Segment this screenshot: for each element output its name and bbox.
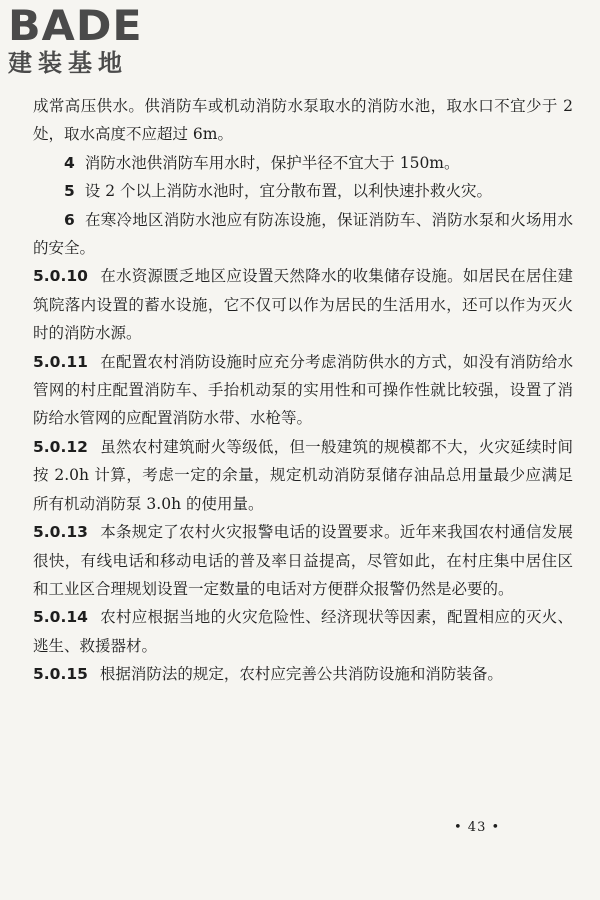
document-body [33, 92, 573, 689]
section-text: 虽然农村建筑耐火等级低，但一般建筑的规模都不大，火灾延续时间按 2.0h 计算，考虑一定的余量，规定机动消防泵储存油品总用量最少应满足所有机动消防泵 3.0h 的使用量。 [33, 437, 573, 513]
item-text: 设 2 个以上消防水池时，宜分散布置，以利快速扑救火灾。 [84, 182, 493, 201]
item-text: 消防水池供消防车用水时，保护半径不宜大于 150m。 [84, 153, 460, 172]
section-paragraph [33, 660, 573, 688]
page-number: • 43 • [454, 820, 501, 835]
section-paragraph [33, 433, 573, 518]
section-paragraph [33, 348, 573, 433]
item-number: 4 [64, 153, 75, 172]
paragraph-intro: 成常高压供水。供消防车或机动消防水泵取水的消防水池，取水口不宜少于 2 处，取水高度不应超过 6m。 [33, 97, 573, 144]
logo-subtitle: 建装基地 [8, 49, 128, 77]
item-number: 6 [64, 210, 75, 229]
section-number: 5.0.15 [33, 665, 88, 684]
section-paragraph [33, 518, 573, 603]
item-number: 5 [64, 182, 75, 201]
list-item [33, 177, 573, 205]
section-text: 在水资源匮乏地区应设置天然降水的收集储存设施。如居民在居住建筑院落内设置的蓄水设施，它不仅可以作为居民的生活用水，还可以作为灭火时的消防水源。 [33, 267, 573, 343]
section-number: 5.0.11 [33, 352, 88, 371]
brand-logo [8, 1, 178, 78]
section-number: 5.0.10 [33, 267, 88, 286]
section-number: 5.0.12 [33, 437, 88, 456]
section-text: 本条规定了农村火灾报警电话的设置要求。近年来我国农村通信发展很快，有线电话和移动电话的普及率日益提高，尽管如此，在村庄集中居住区和工业区合理规划设置一定数量的电话对方便群众报警仍然是必要的。 [33, 523, 573, 598]
section-paragraph [33, 262, 573, 347]
section-text: 农村应根据当地的火灾危险性、经济现状等因素，配置相应的灭火、逃生、救援器材。 [33, 608, 573, 655]
section-number: 5.0.14 [33, 608, 88, 627]
section-paragraph [33, 603, 573, 660]
logo-wordmark: BADE [8, 1, 143, 50]
section-number: 5.0.13 [33, 523, 88, 542]
item-text: 在寒冷地区消防水池应有防冻设施，保证消防车、消防水泵和火场用水的安全。 [33, 210, 573, 258]
section-text: 根据消防法的规定，农村应完善公共消防设施和消防装备。 [99, 665, 503, 684]
section-text: 在配置农村消防设施时应充分考虑消防供水的方式，如没有消防给水管网的村庄配置消防车、手抬机动泵的实用性和可操作性就比较强，设置了消防给水管网的应配置消防水带、水枪等。 [33, 352, 573, 428]
list-item [33, 149, 573, 177]
list-item [33, 206, 573, 263]
